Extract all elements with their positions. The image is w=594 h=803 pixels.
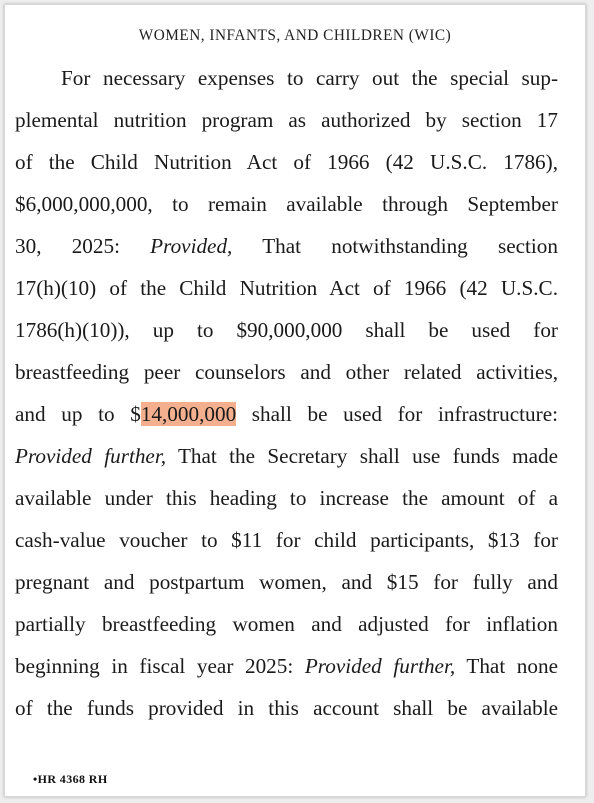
text-line: available under this heading to increase the amount of a [15, 486, 558, 510]
provided-italic: Provided, [150, 234, 233, 258]
provided-further-italic: Provided further, [15, 444, 167, 468]
document-page [4, 4, 586, 797]
text-line: and up to $14,000,000 shall be used for infrastructure: [15, 402, 558, 426]
text-line: 1786(h)(10)), up to $90,000,000 shall be used for [15, 318, 558, 342]
section-heading: WOMEN, INFANTS, AND CHILDREN (WIC) [138, 27, 452, 44]
text-line: 17(h)(10) of the Child Nutrition Act of 1966 (42 U.S.C. [15, 276, 558, 300]
bill-footer: •HR 4368 RH [33, 772, 108, 786]
text-line: Provided further, That the Secretary shall use funds made [15, 444, 558, 468]
text-line: $6,000,000,000, to remain available through September [15, 192, 558, 216]
text-line: pregnant and postpartum women, and $15 for fully and [15, 570, 558, 594]
text-line: cash-value voucher to $11 for child participants, $13 for [15, 528, 558, 552]
text-line: breastfeeding peer counselors and other related activities, [15, 360, 558, 384]
highlighted-amount: 14,000,000 [140, 402, 237, 426]
text-line: plemental nutrition program as authorized by section 17 [15, 108, 558, 132]
text-line: For necessary expenses to carry out the special sup- [61, 66, 558, 90]
text-line: beginning in fiscal year 2025: Provided further, That none [15, 654, 558, 678]
text-line: partially breastfeeding women and adjusted for inflation [15, 612, 558, 636]
provided-further-italic: Provided further, [304, 654, 456, 678]
text-line: 30, 2025: Provided, That notwithstanding section [15, 234, 558, 258]
text-line: of the funds provided in this account shall be available [15, 696, 558, 720]
text-line: of the Child Nutrition Act of 1966 (42 U.S.C. 1786), [15, 150, 558, 174]
